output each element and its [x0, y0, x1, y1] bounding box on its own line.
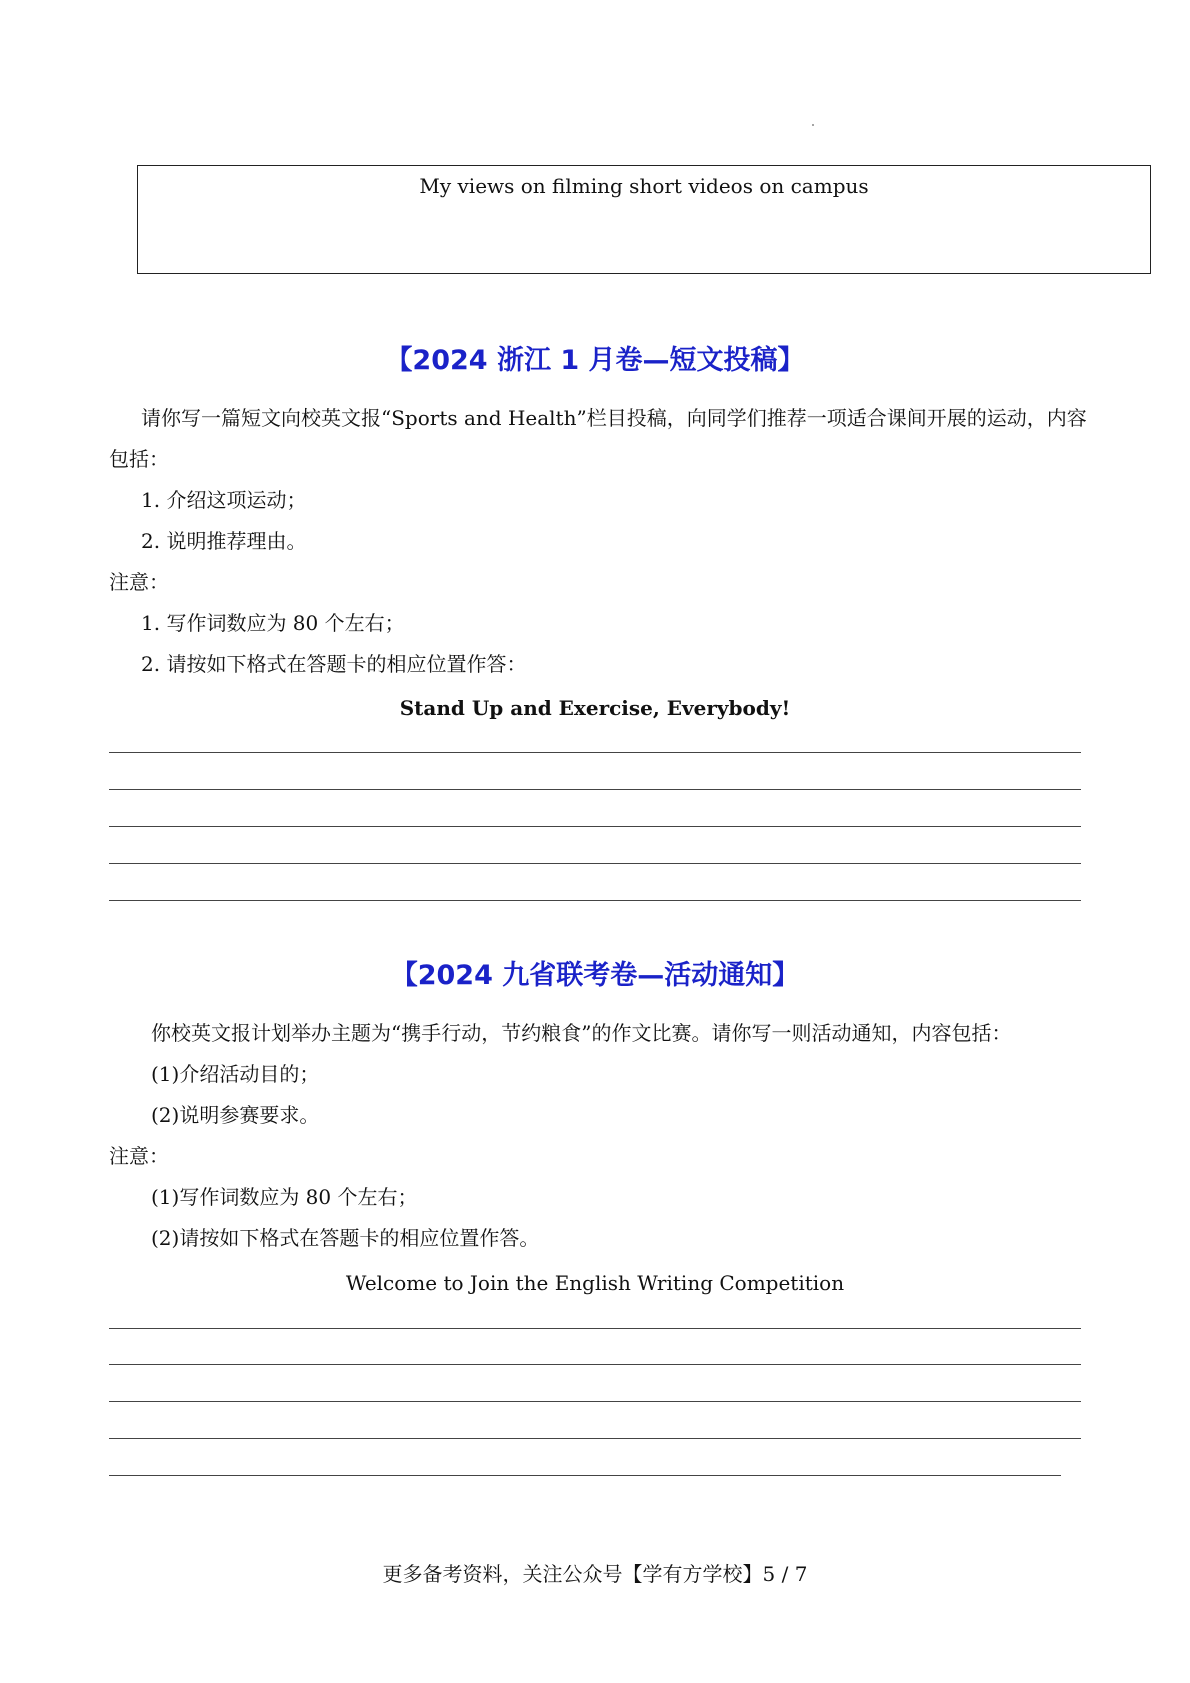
section2-note-label: 注意： [109, 1144, 169, 1168]
section2-note-2: (2)请按如下格式在答题卡的相应位置作答。 [151, 1226, 540, 1250]
answer-line [109, 1328, 1081, 1329]
answer-line [109, 789, 1081, 790]
scan-speck [812, 124, 814, 126]
section1-intro-line2: 包括： [109, 447, 169, 471]
section2-heading: 【2024 九省联考卷—活动通知】 [390, 960, 800, 991]
answer-line [109, 1401, 1081, 1402]
section1-note-1: 1. 写作词数应为 80 个左右； [141, 611, 405, 635]
topic-box [137, 165, 1151, 274]
answer-line [109, 900, 1081, 901]
answer-line [109, 1364, 1081, 1365]
topic-box-title: My views on filming short videos on campus [419, 174, 869, 198]
section1-item-2: 2. 说明推荐理由。 [141, 529, 307, 553]
answer-line [109, 826, 1081, 827]
section1-intro-line1: 请你写一篇短文向校英文报“Sports and Health”栏目投稿，向同学们推荐一项适合课间开展的运动，内容 [141, 406, 1087, 430]
section2-item-2: (2)说明参赛要求。 [151, 1103, 320, 1127]
section1-note-label: 注意： [109, 570, 169, 594]
answer-line [109, 752, 1081, 753]
section2-answer-title: Welcome to Join the English Writing Competition [345, 1271, 845, 1295]
section2-note-1: (1)写作词数应为 80 个左右； [151, 1185, 418, 1209]
section1-item-1: 1. 介绍这项运动； [141, 488, 307, 512]
section2-intro: 你校英文报计划举办主题为“携手行动，节约粮食”的作文比赛。请你写一则活动通知，内容包括： [151, 1021, 1012, 1045]
answer-line [109, 863, 1081, 864]
answer-line [109, 1475, 1061, 1476]
section1-heading: 【2024 浙江 1 月卷—短文投稿】 [385, 345, 805, 376]
answer-line [109, 1438, 1081, 1439]
section1-note-2: 2. 请按如下格式在答题卡的相应位置作答： [141, 652, 527, 676]
section2-item-1: (1)介绍活动目的； [151, 1062, 320, 1086]
page-footer: 更多备考资料，关注公众号【学有方学校】5 / 7 [382, 1562, 808, 1586]
section1-answer-title: Stand Up and Exercise, Everybody! [399, 696, 791, 720]
